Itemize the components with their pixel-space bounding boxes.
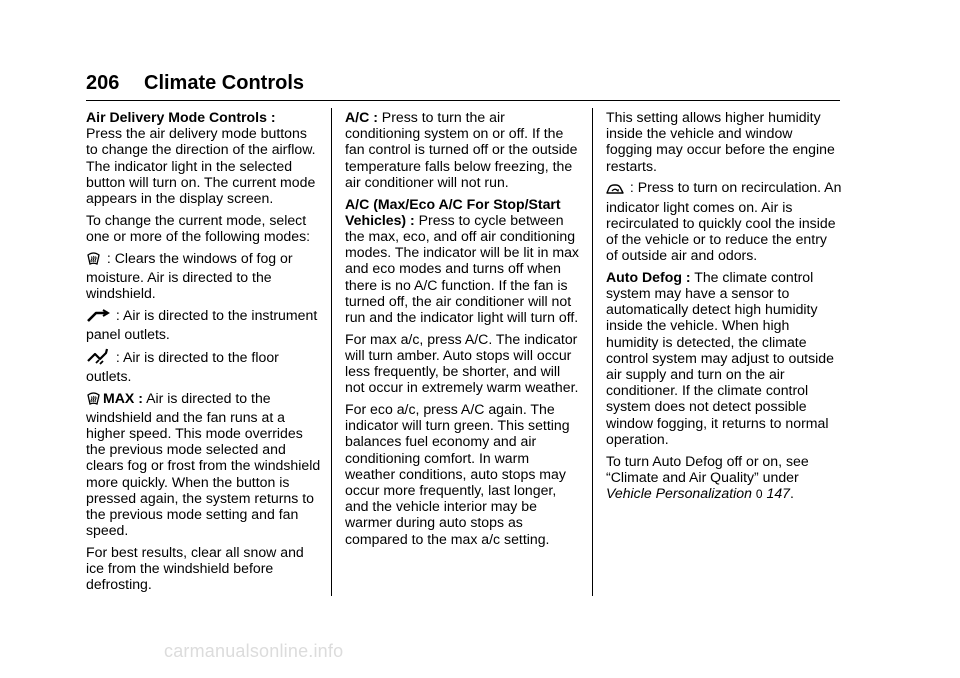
floor-paragraph: [86, 348, 322, 384]
auto-defog-text: The climate control system may have a sensor to automatically detect high humidity inside the vehicle. When high humidity is detected, the climate control system may adjust to outside air supply and turn on the air conditioner. If the climate control system does not detect possible window fogging, it returns to normal operation.: [606, 268, 834, 447]
max-ac-paragraph: For max a/c, press A/C. The indicator will turn amber. Auto stops will occur less frequently, be shorter, and will not occur in extremely warm weather.: [345, 330, 579, 396]
ac-paragraph: [345, 109, 581, 190]
humidity-paragraph: This setting allows higher humidity inside the vehicle and window fogging may occur before the engine restarts.: [606, 109, 835, 174]
column-divider-1: [331, 108, 332, 596]
change-mode-paragraph: To change the current mode, select one or more of the following modes:: [86, 211, 311, 244]
best-results-paragraph: For best results, clear all snow and ice from the windshield before defrosting.: [86, 543, 304, 593]
page-header: [86, 69, 840, 99]
ac-heading: A/C :: [345, 109, 378, 125]
max-heading: MAX :: [103, 389, 143, 406]
max-text: Air is directed to the windshield and the fan runs at a higher speed. This mode overrides the previous mode selected and clears fog or frost from the windshield more quickly. When the button is pressed again, the system returns to the previous mode setting and fan speed.: [86, 389, 321, 539]
ac-max-eco-heading: A/C (Max/Eco A/C For Stop/Start Vehicles) :: [345, 195, 561, 228]
column-2: [345, 109, 581, 552]
eco-ac-paragraph: For eco a/c, press A/C again. The indicator will turn green. This setting balances fuel economy and air conditioning comfort. In warm weather conditions, auto stops may occur more frequently, last longer, and the vehicle interior may be warmer during auto stops as compared to the max a/c setting.: [345, 400, 570, 547]
auto-defog-paragraph: [606, 269, 842, 447]
floor-icon: [86, 348, 110, 368]
ac-text: Press to turn the air conditioning system on or off. If the fan control is turned off or the outside temperature falls below freezing, the air conditioner will not run.: [345, 109, 578, 190]
vehicle-personalization-link[interactable]: Vehicle Personalization: [606, 484, 752, 501]
recirculation-text: : Press to turn on recirculation. An indicator light comes on. Air is recirculated to quickly cool the inside of the vehicle or to reduce the entry of outside air and odors.: [606, 179, 842, 264]
column-1: [86, 109, 322, 598]
page-number: 206: [86, 72, 120, 94]
turn-auto-defog-text: To turn Auto Defog off or on, see “Climate and Air Quality” under: [606, 452, 809, 485]
vent-text: : Air is directed to the instrument panel outlets.: [86, 306, 318, 342]
turn-auto-defog-paragraph: [606, 453, 842, 503]
column-divider-2: [592, 108, 593, 596]
max-paragraph: [86, 390, 322, 539]
page-reference-number[interactable]: 147: [762, 484, 791, 501]
air-delivery-text: Press the air delivery mode buttons to change the direction of the airflow. The indicator light in the selected button will turn on. The current mode appears in the display screen.: [86, 125, 316, 207]
recirculation-icon: [606, 182, 624, 198]
max-defrost-icon: [86, 391, 101, 409]
column-3: [606, 109, 842, 508]
header-rule: [86, 100, 840, 101]
defrost-icon: [86, 251, 101, 269]
page-reference-symbol: 0: [755, 486, 763, 501]
section-title: Climate Controls: [144, 72, 305, 94]
floor-text: : Air is directed to the floor outlets.: [86, 348, 279, 384]
vent-icon: [86, 309, 110, 326]
air-delivery-heading: Air Delivery Mode Controls :: [86, 109, 276, 125]
vent-paragraph: [86, 307, 322, 342]
recirculation-paragraph: [606, 179, 842, 263]
air-delivery-paragraph: [86, 109, 322, 206]
auto-defog-heading: Auto Defog :: [606, 268, 691, 285]
ac-max-eco-text: Press to cycle between the max, eco, and off air conditioning modes. The indicator will be lit in max and eco modes and turns off when there is no A/C function. If the fan is turned off, the air conditioner will not run and the indicator light will turn off.: [345, 211, 579, 325]
watermark: carmanualsonline.info: [164, 641, 344, 661]
end-period: .: [790, 484, 794, 501]
defrost-paragraph: [86, 250, 322, 302]
ac-max-eco-paragraph: [345, 196, 581, 326]
defrost-text: : Clears the windows of fog or moisture. Air is directed to the windshield.: [86, 249, 293, 302]
